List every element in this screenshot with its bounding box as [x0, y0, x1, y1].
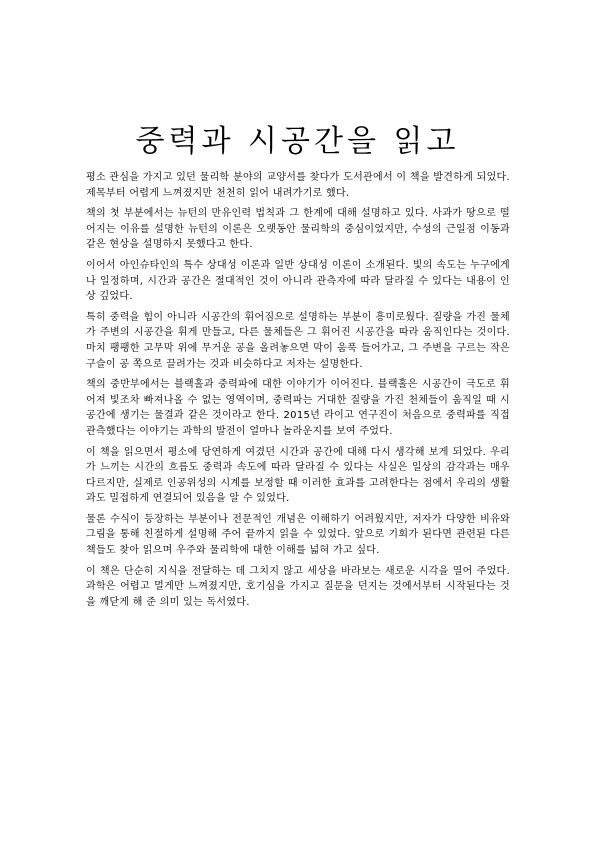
body-paragraph: 책의 첫 부분에서는 뉴턴의 만유인력 법칙과 그 한계에 대해 설명하고 있다. 사과가 땅으로 떨어지는 이유를 설명한 뉴턴의 이론은 오랫동안 물리학의 중심이었지만, 수성의 근일점 이동과 같은 현상을 설명하지 못했다고 한다.: [86, 208, 510, 251]
body-paragraph: 평소 관심을 가지고 있던 물리학 분야의 교양서를 찾다가 도서관에서 이 책을 발견하게 되었다. 제목부터 어렵게 느껴졌지만 천천히 읽어 내려가기로 했다.: [86, 172, 510, 199]
body-paragraph: 이어서 아인슈타인의 특수 상대성 이론과 일반 상대성 이론이 소개된다. 빛의 속도는 누구에게나 일정하며, 시간과 공간은 절대적인 것이 아니라 관측자에 따라 달라질 수 있다는 내용이 인상 깊었다.: [86, 259, 510, 303]
body-paragraph: 특히 중력을 힘이 아니라 시공간의 휘어짐으로 설명하는 부분이 흥미로웠다. 질량을 가진 물체가 주변의 시공간을 휘게 만들고, 다른 물체들은 그 휘어진 시공간을 따라 움직인다는 것이다. 마치 팽팽한 고무막 위에 무거운 공을 올려놓으면 막이 움푹 들어가고, 그 주변을 구르는 작은 구슬이 공 쪽으로 끌려가는 것과 비슷하다고 저자는 설명한다.: [86, 311, 510, 370]
document-title: 중력과 시공간을 읽고: [135, 124, 460, 160]
document-body: [86, 170, 510, 615]
body-paragraph: 책의 중반부에서는 블랙홀과 중력파에 대한 이야기가 이어진다. 블랙홀은 시공간이 극도로 휘어져 빛조차 빠져나올 수 없는 영역이며, 중력파는 거대한 질량을 가진 천체들이 움직일 때 시공간에 생기는 물결과 같은 것이라고 한다. 2015년 라이고 연구진이 처음으로 중력파를 직접 관측했다는 이야기는 과학의 발전이 얼마나 놀라운지를 보여 주었다.: [86, 379, 510, 437]
body-paragraph: 이 책을 읽으면서 평소에 당연하게 여겼던 시간과 공간에 대해 다시 생각해 보게 되었다. 우리가 느끼는 시간의 흐름도 중력과 속도에 따라 달라질 수 있다는 사실은 일상의 감각과는 매우 다르지만, 실제로 인공위성의 시계를 보정할 때 이러한 효과를 고려한다는 점에서 우리의 생활과도 밀접하게 연결되어 있음을 알 수 있었다.: [86, 446, 510, 505]
body-paragraph: 물론 수식이 등장하는 부분이나 전문적인 개념은 이해하기 어려웠지만, 저자가 다양한 비유와 그림을 통해 친절하게 설명해 주어 끝까지 읽을 수 있었다. 앞으로 기회가 된다면 관련된 다른 책들도 찾아 읽으며 우주와 물리학에 대한 이해를 넓혀 가고 싶다.: [86, 513, 510, 557]
body-paragraph: 이 책은 단순히 지식을 전달하는 데 그치지 않고 세상을 바라보는 새로운 시각을 열어 주었다. 과학은 어렵고 멀게만 느껴졌지만, 호기심을 가지고 질문을 던지는 것에서부터 시작된다는 것을 깨닫게 해 준 의미 있는 독서였다.: [86, 565, 510, 608]
